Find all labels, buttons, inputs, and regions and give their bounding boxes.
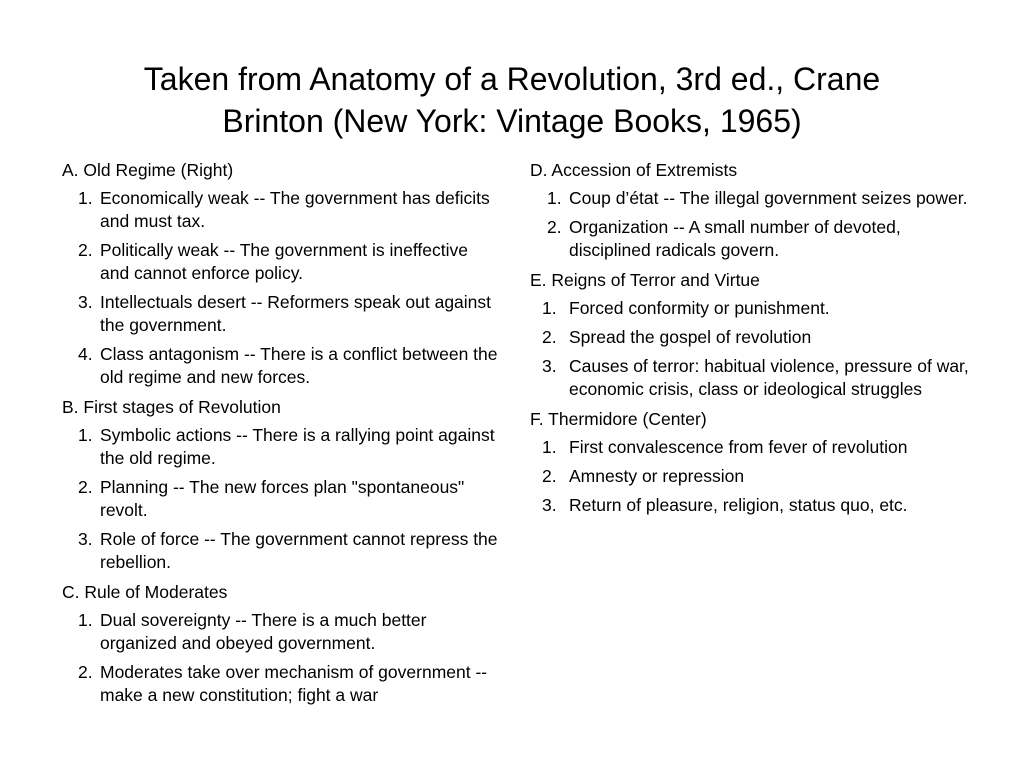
section-b-first-stages: [62, 395, 502, 574]
item-number: 3.: [542, 356, 557, 376]
item-text: Return of pleasure, religion, status quo, etc.: [569, 495, 908, 515]
section-heading: C. Rule of Moderates: [62, 582, 228, 602]
title-line-2: Brinton (New York: Vintage Books, 1965): [222, 103, 802, 139]
section-heading: D. Accession of Extremists: [530, 160, 738, 180]
slide-title: [60, 58, 964, 142]
list-item: [530, 355, 980, 401]
item-number: 4.: [78, 344, 93, 364]
list-item: [530, 436, 980, 459]
item-number: 3.: [78, 529, 93, 549]
section-heading: E. Reigns of Terror and Virtue: [530, 270, 760, 290]
item-text: Intellectuals desert -- Reformers speak out against the government.: [100, 292, 492, 335]
item-text: Moderates take over mechanism of government -- make a new constitution; fight a war: [100, 662, 488, 705]
list-item: [62, 609, 502, 655]
left-column: [62, 158, 502, 713]
item-number: 2.: [78, 662, 93, 682]
section-a-old-regime: [62, 158, 502, 389]
item-text: Causes of terror: habitual violence, pressure of war, economic crisis, class or ideological struggles: [569, 356, 969, 399]
item-number: 2.: [542, 327, 557, 347]
list-item: [62, 343, 502, 389]
list-item: [530, 494, 980, 517]
list-item: [62, 476, 502, 522]
section-d-extremists: [530, 158, 980, 262]
list-item: [62, 239, 502, 285]
list-item: [62, 661, 502, 707]
item-number: 2.: [78, 477, 93, 497]
item-number: 2.: [542, 466, 557, 486]
item-text: Role of force -- The government cannot repress the rebellion.: [100, 529, 498, 572]
item-text: Spread the gospel of revolution: [569, 327, 812, 347]
item-text: Dual sovereignty -- There is a much better organized and obeyed government.: [100, 610, 427, 653]
section-c-rule-of-moderates: [62, 580, 502, 707]
item-text: Class antagonism -- There is a conflict between the old regime and new forces.: [100, 344, 498, 387]
item-text: Politically weak -- The government is ineffective and cannot enforce policy.: [100, 240, 468, 283]
list-item: [530, 297, 980, 320]
item-number: 2.: [78, 240, 93, 260]
list-item: [62, 187, 502, 233]
section-heading: B. First stages of Revolution: [62, 397, 281, 417]
section-e-terror-and-virtue: [530, 268, 980, 401]
item-text: Symbolic actions -- There is a rallying point against the old regime.: [100, 425, 495, 468]
item-number: 1.: [542, 437, 557, 457]
item-text: Coup d’état -- The illegal government seizes power.: [569, 188, 968, 208]
item-text: Economically weak -- The government has deficits and must tax.: [100, 188, 490, 231]
item-number: 3.: [542, 495, 557, 515]
section-heading: A. Old Regime (Right): [62, 160, 234, 180]
item-text: Amnesty or repression: [569, 466, 745, 486]
item-text: Forced conformity or punishment.: [569, 298, 830, 318]
item-number: 3.: [78, 292, 93, 312]
item-number: 2.: [547, 217, 562, 237]
item-text: Planning -- The new forces plan "spontaneous" revolt.: [100, 477, 465, 520]
right-column: [530, 158, 980, 523]
list-item: [530, 187, 980, 210]
item-text: Organization -- A small number of devoted, disciplined radicals govern.: [569, 217, 901, 260]
section-f-thermidore: [530, 407, 980, 517]
list-item: [530, 465, 980, 488]
item-number: 1.: [542, 298, 557, 318]
title-line-1: Taken from Anatomy of a Revolution, 3rd ed., Crane: [143, 61, 881, 97]
item-number: 1.: [78, 425, 93, 445]
list-item: [530, 216, 980, 262]
list-item: [62, 424, 502, 470]
item-text: First convalescence from fever of revolution: [569, 437, 908, 457]
item-number: 1.: [78, 188, 93, 208]
item-number: 1.: [78, 610, 93, 630]
list-item: [530, 326, 980, 349]
list-item: [62, 291, 502, 337]
section-heading: F. Thermidore (Center): [530, 409, 707, 429]
list-item: [62, 528, 502, 574]
item-number: 1.: [547, 188, 562, 208]
